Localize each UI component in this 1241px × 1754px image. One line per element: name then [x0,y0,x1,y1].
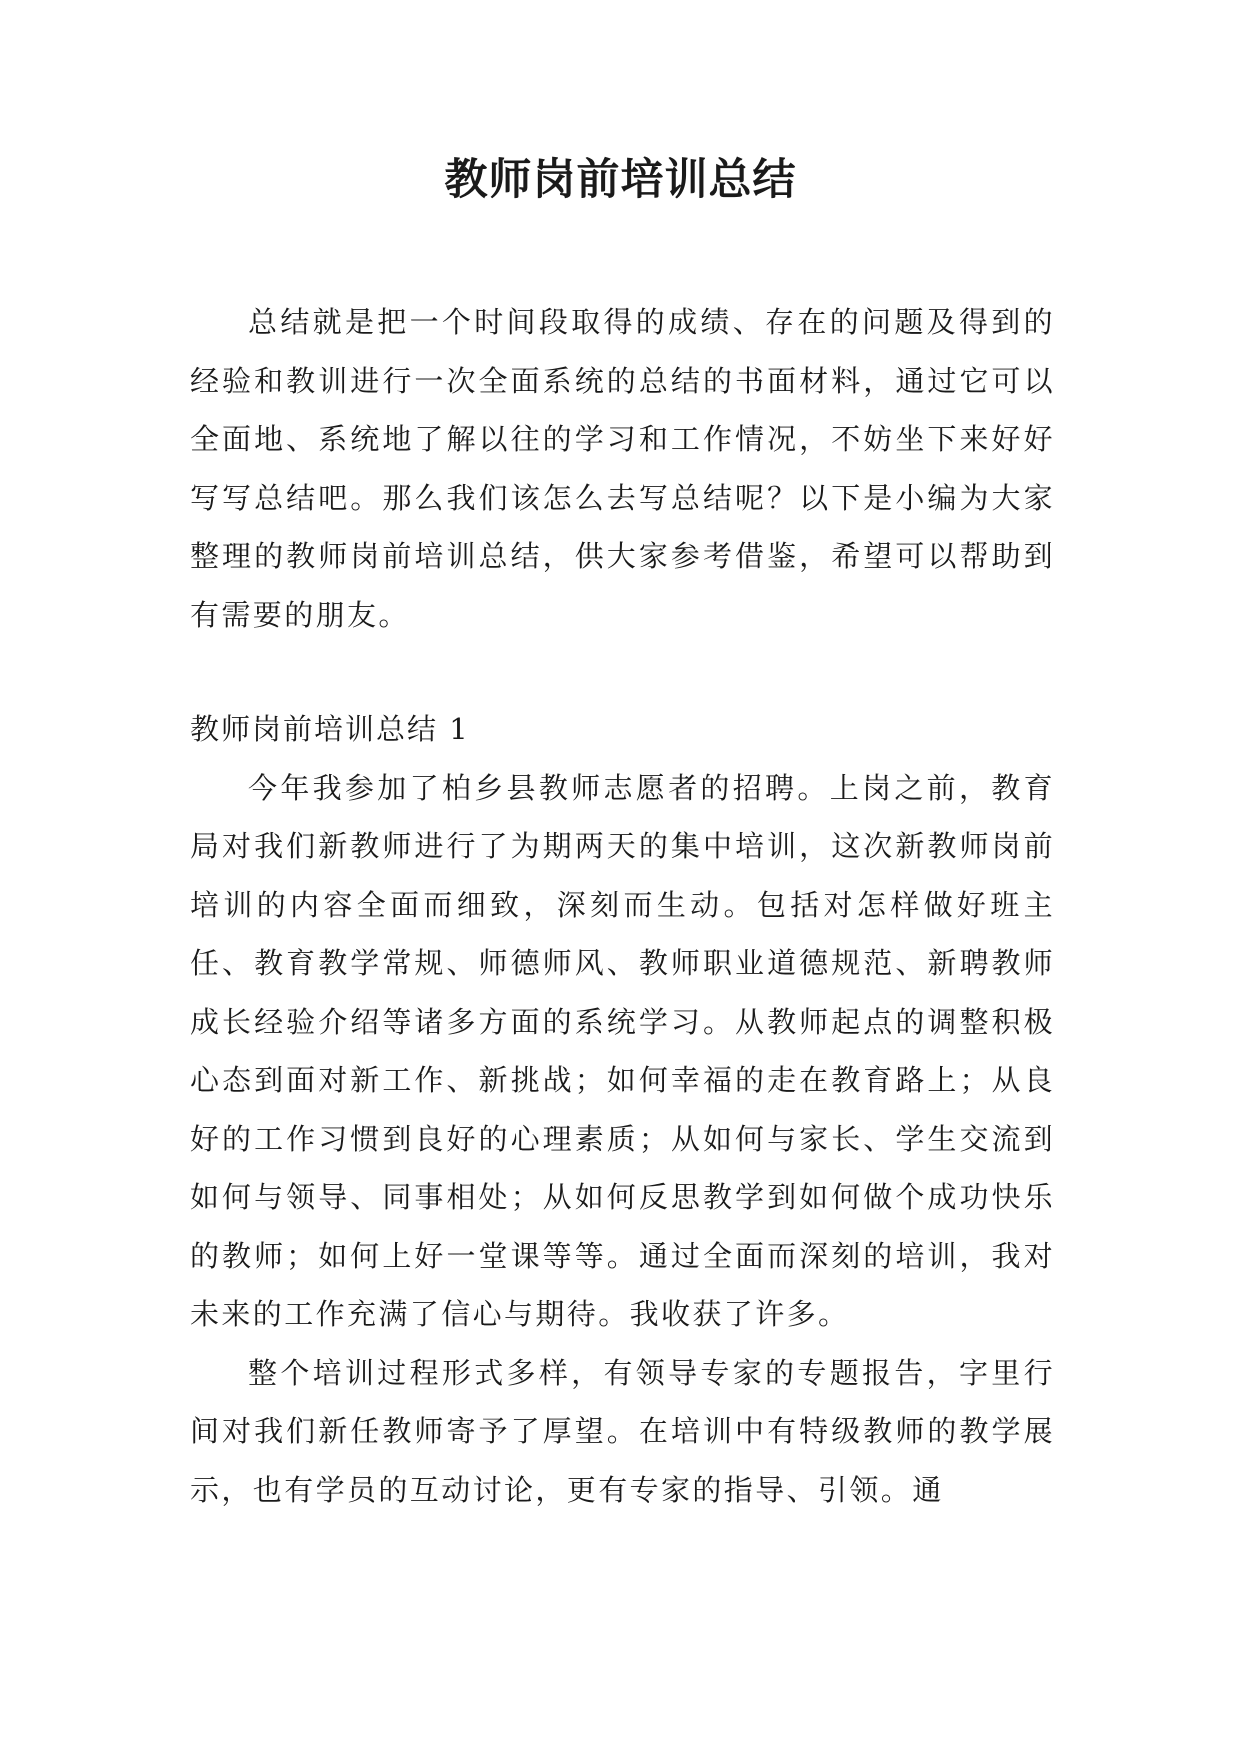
section-paragraph-1: 今年我参加了柏乡县教师志愿者的招聘。上岗之前，教育局对我们新教师进行了为期两天的集中培训，这次新教师岗前培训的内容全面而细致，深刻而生动。包括对怎样做好班主任、教育教学常规、师德师风、教师职业道德规范、新聘教师成长经验介绍等诸多方面的系统学习。从教师起点的调整积极心态到面对新工作、新挑战；如何幸福的走在教育路上；从良好的工作习惯到良好的心理素质；从如何与家长、学生交流到如何与领导、同事相处；从如何反思教学到如何做个成功快乐的教师；如何上好一堂课等等。通过全面而深刻的培训，我对未来的工作充满了信心与期待。我收获了许多。 [190,770,1055,1331]
section-1 [190,700,1055,1519]
section-heading: 教师岗前培训总结 1 [190,712,470,746]
document-title: 教师岗前培训总结 [444,155,797,205]
section-paragraph-2: 整个培训过程形式多样，有领导专家的专题报告，字里行间对我们新任教师寄予了厚望。在培训中有特级教师的教学展示，也有学员的互动讨论，更有专家的指导、引领。通 [190,1355,1055,1507]
intro-section [190,293,1055,644]
intro-paragraph: 总结就是把一个时间段取得的成绩、存在的问题及得到的经验和教训进行一次全面系统的总结的书面材料，通过它可以全面地、系统地了解以往的学习和工作情况，不妨坐下来好好写写总结吧。那么我们该怎么去写总结呢？以下是小编为大家整理的教师岗前培训总结，供大家参考借鉴，希望可以帮助到有需要的朋友。 [190,305,1055,632]
